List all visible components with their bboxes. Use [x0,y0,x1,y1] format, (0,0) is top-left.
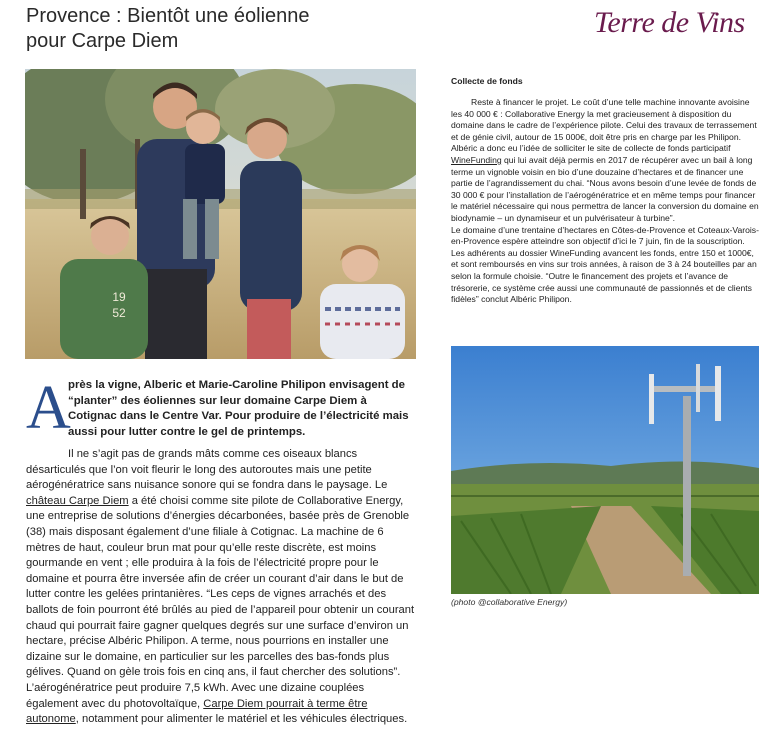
sidebar-text [451,97,761,306]
sidebar-heading: Collecte de fonds [451,76,523,86]
sidebar-text-part: Reste à financer le projet. Le coût d’une telle machine innovante avoisine les 40 000 € : Collaborative Energy la met gracieusement à disposition du domaine dans le cadre de l’expérience pilote. Celui des travaux de terrassement et de génie civil, autour de 15 000€, doit être pris en charge par les Philipon. Albéric a donc eu l’idée de solliciter le site de collecte de fonds participatif [451,97,757,154]
terre-de-vins-logo[interactable]: Terre de Vins [594,6,745,39]
winefunding-link[interactable]: WineFunding [451,154,502,165]
body-text-part: a été choisi comme site pilote de Collaborative Energy, une entreprise de solutions d’énergies décarbonées, basée près de Grenoble (38) mais disposant également d’une filiale à Cotignac. La machine de 6 mètres de haut, couleur brun mat pour qu’elle reste discrète, est moins gourmande en vent ; elle produira à la fois de l’électricité propre pour le domaine et pourra être inversée afin de créer un courant d’air dans le but de lutter contre les gelées printanières. “Les ceps de vignes arrachés et des ballots de foin pourront été brûlés au pied de l’appareil pour obtenir un courant chaud qui pourrait faire gagner quelques degrés sur une surface d’environ un hectare, précise Albéric Philipon. A terme, nous pourrions en installer une dizaine sur le domaine, en particulier sur les parcelles des bas-fonds plus gélives. Quand on gèle trois fois en cinq ans, il faut chercher des solutions”. L’aérogénératrice peut produire 7,5 kWh. Avec une dizaine couplées également avec du photovoltaïque, [26,494,415,710]
article-title [26,4,406,54]
dropcap-letter: A [26,374,71,442]
article-intro [26,374,416,442]
title-line-2: pour Carpe Diem [26,30,179,52]
family-photo [25,69,416,359]
photo-credit: (photo @collaborative Energy) [451,597,568,607]
sidebar-paragraph-2: Le domaine d’une trentaine d’hectares en Côtes-de-Provence et Coteaux-Varois-en-Provence espère atteindre son objectif d’ici le 7 juin, fin de la souscription. Les adhérents au dossier WineFunding avancent les fonds, entre 150 et 1000€, et sont remboursés en vins sur trois années, à raison de 3 à 24 bouteilles par an selon la formule choisie. “Outre le financement des projets et l’avance de trésorerie, ce système crée aussi une communauté de passionnés et de clients fidèles” conclut Albéric Philipon. [451,224,759,305]
wind-turbine-photo [451,346,759,594]
body-text-part: , notamment pour alimenter le matériel et les véhicules électriques. [75,713,408,726]
body-paragraph [26,447,416,728]
title-line-1: Provence : Bientôt une éolienne [26,5,310,27]
body-text-part: Il ne s’agit pas de grands mâts comme ces oiseaux blancs désarticulés que l’on voit fleurir le long des autoroutes mais une petite aérogénératrice sans nuisance sonore qui se fondra dans le paysage. Le [26,448,388,492]
sweater-number-bottom: 52 [112,306,126,320]
sidebar-text-part: qui lui avait déjà permis en 2017 de récupérer avec un bail à long terme un vignoble voisin en bio d’une douzaine d’hectares et de financer une partie de l’agrandissement du chai. “Nous avons besoin d’une levée de fonds de 30 000 € pour l’installation de l’aérogénératrice et en même temps pour financer le matériel nécessaire qui nous permettra de lancer la conversion du domaine en biodynamie – un dynamiseur et un pulvérisateur à turbine”. [451,154,759,223]
article-body [26,447,416,728]
carpe-diem-autonome-link[interactable]: Carpe Diem pourrait à terme être autonome [26,697,368,726]
lead-paragraph: près la vigne, Alberic et Marie-Caroline Philipon envisagent de “planter” des éoliennes sur leur domaine Carpe Diem à Cotignac dans le Centre Var. Pour produire de l’électricité mais aussi pour lutter contre le gel de printemps. [68,379,409,438]
sweater-number-top: 19 [112,290,126,304]
sidebar-paragraph-1 [451,97,761,225]
chateau-carpe-diem-link[interactable]: château Carpe Diem [26,494,129,507]
